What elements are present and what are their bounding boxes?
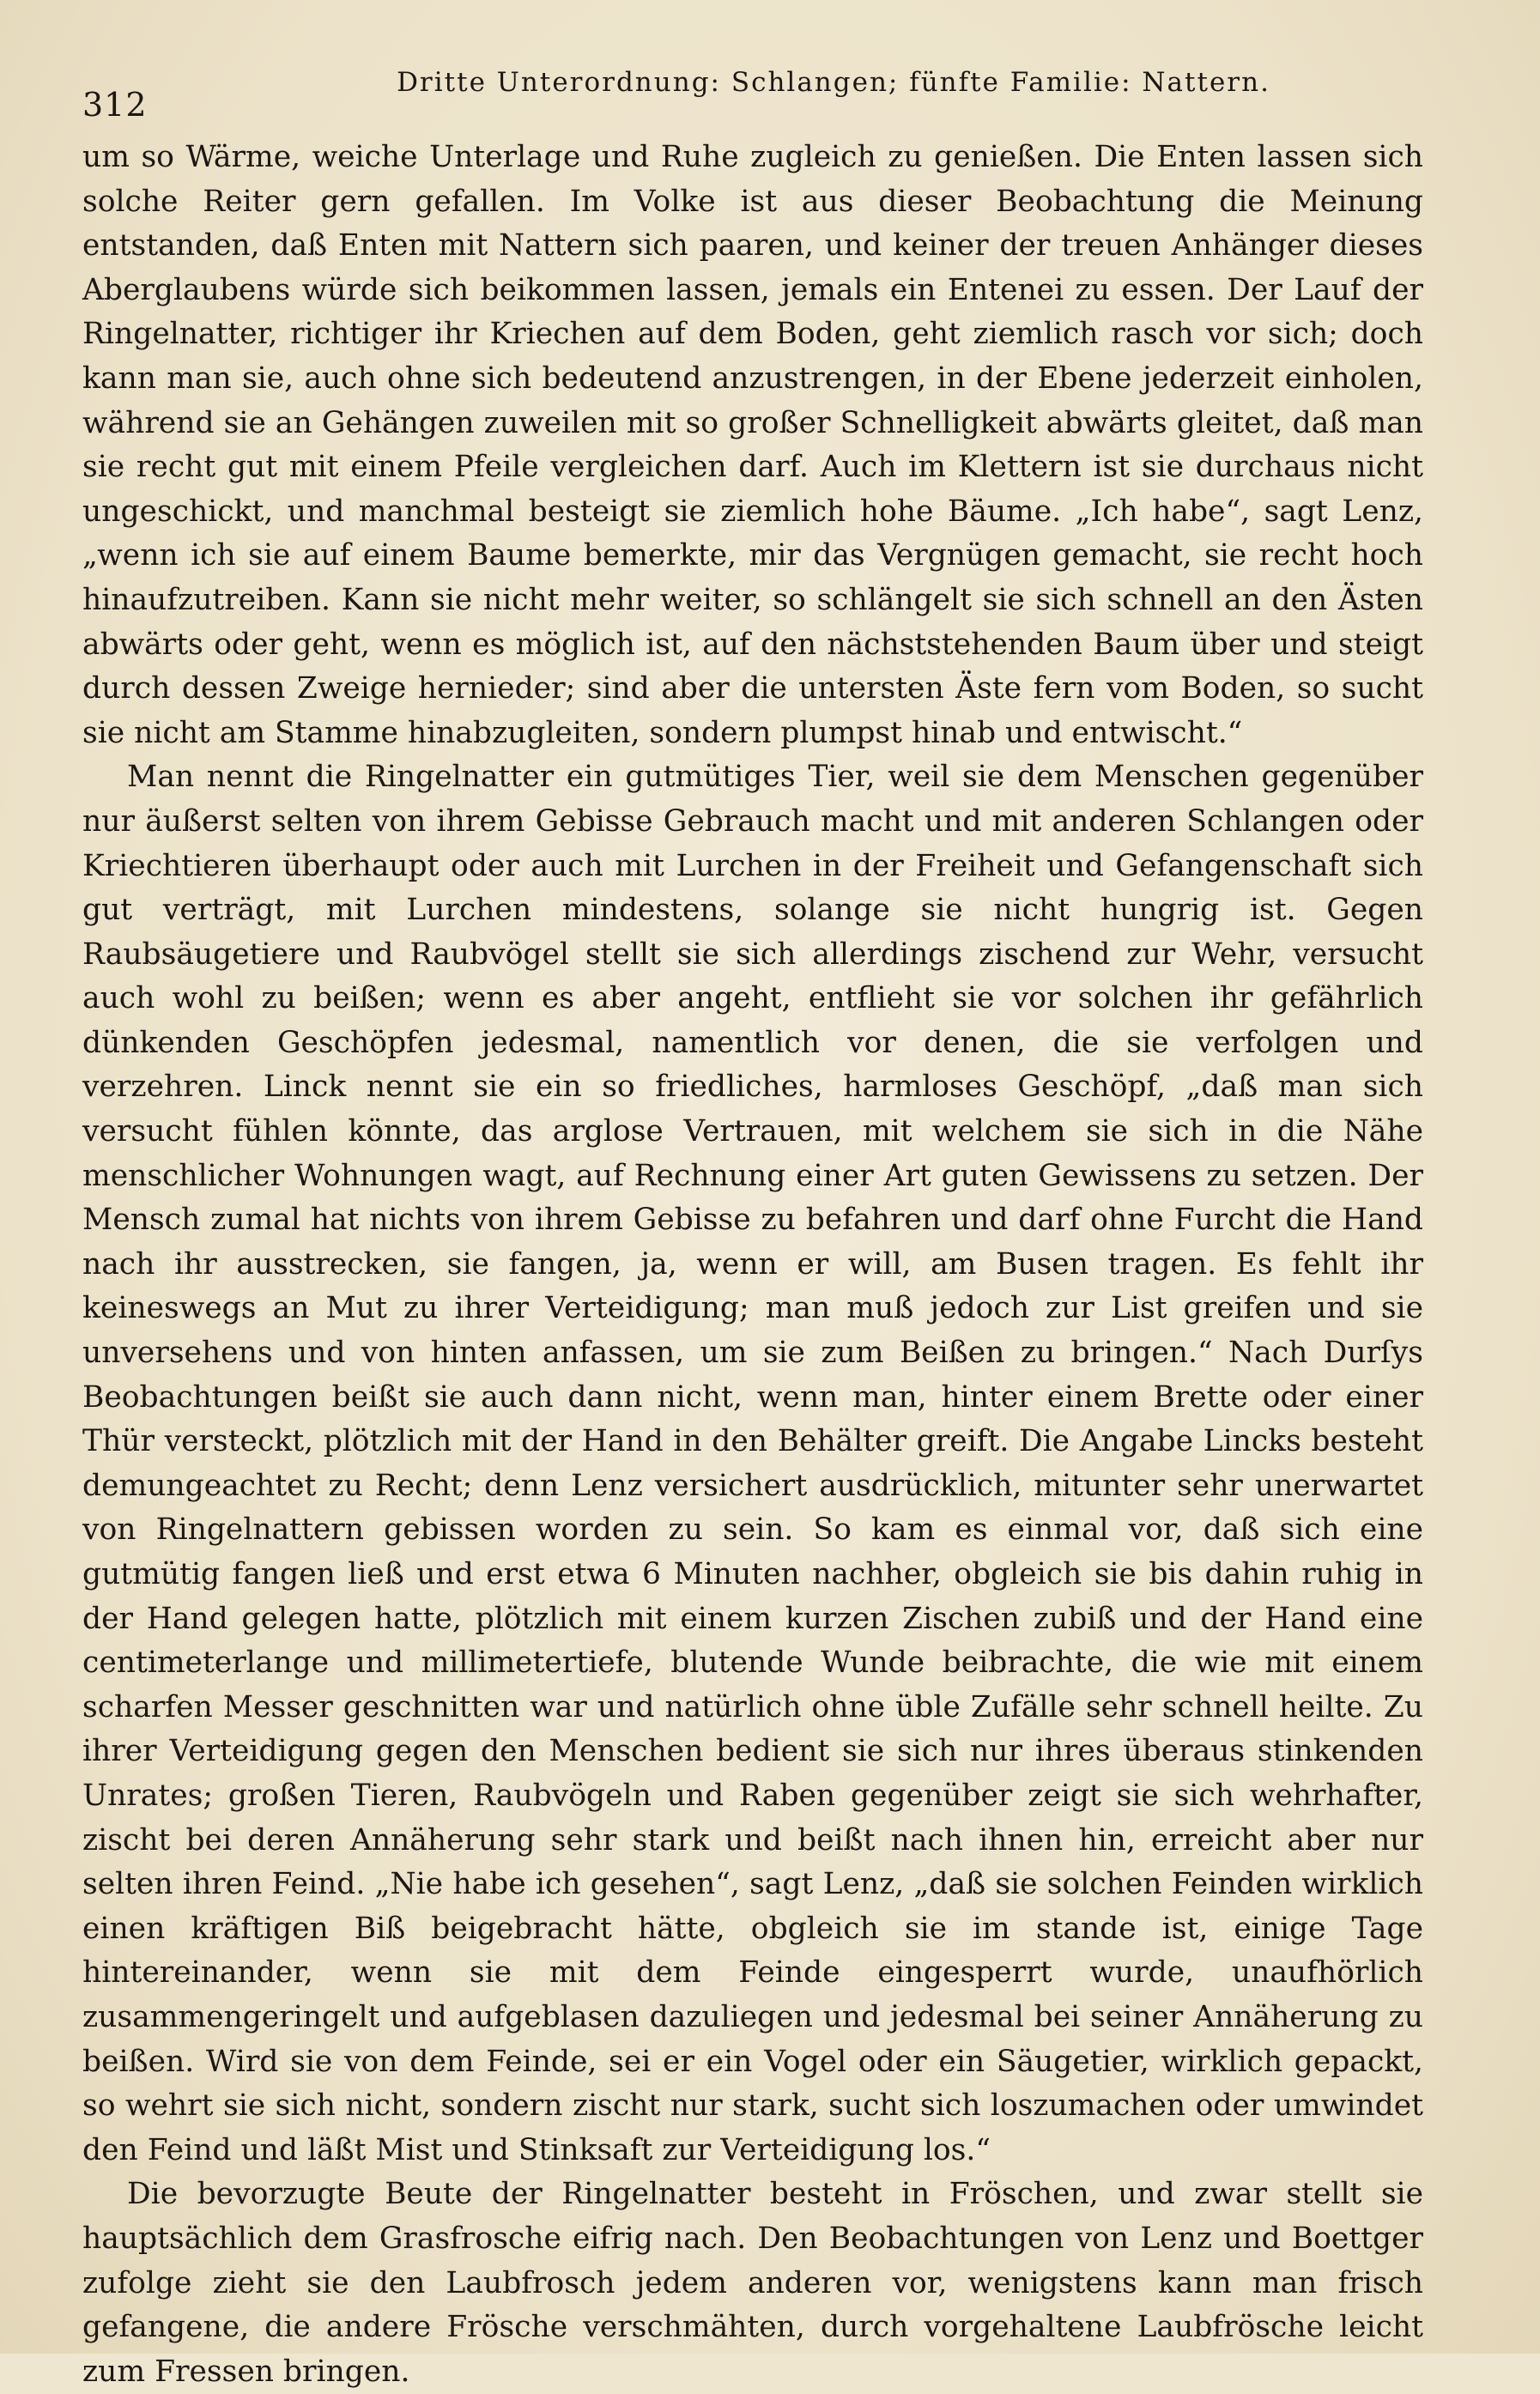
body-text — [82, 136, 1423, 2394]
page-number: 312 — [82, 86, 148, 124]
paragraph: Die bevorzugte Beute der Ringelnatter besteht in Fröschen, und zwar stellt sie hauptsächlich dem Grasfrosche eifrig nach. Den Beobachtungen von Lenz und Boettger zufolge zieht sie den Laubfrosch jedem anderen vor, wenigstens kann man frisch gefangene, die andere Frösche verschmähten, durch vorgehaltene Laubfrösche leicht zum Fressen bringen. — [82, 2177, 1423, 2389]
page-header — [82, 67, 1447, 124]
paragraph: um so Wärme, weiche Unterlage und Ruhe zugleich zu genießen. Die Enten lassen sich solche Reiter gern gefallen. Im Volke ist aus dieser Beobachtung die Meinung entstanden, daß Enten mit Nattern sich paaren, und keiner der treuen Anhänger dieses Aberglaubens würde sich beikommen lassen, jemals ein Entenei zu essen. Der Lauf der Ringelnatter, richtiger ihr Kriechen auf dem Boden, geht ziemlich rasch vor sich; doch kann man sie, auch ohne sich bedeutend anzustrengen, in der Ebene jederzeit einholen, während sie an Gehängen zuweilen mit so großer Schnelligkeit abwärts gleitet, daß man sie recht gut mit einem Pfeile vergleichen darf. Auch im Klettern ist sie durchaus nicht ungeschickt, und manchmal besteigt sie ziemlich hohe Bäume. „Ich habe“, sagt Lenz, „wenn ich sie auf einem Baume bemerkte, mir das Vergnügen gemacht, sie recht hoch hinaufzutreiben. Kann sie nicht mehr weiter, so schlängelt sie sich schnell an den Ästen abwärts oder geht, wenn es möglich ist, auf den nächststehenden Baum über und steigt durch dessen Zweige hernieder; sind aber die untersten Äste fern vom Boden, so sucht sie nicht am Stamme hinabzugleiten, sondern plumpst hinab und entwischt.“ — [82, 140, 1423, 750]
paragraph: Man nennt die Ringelnatter ein gutmütiges Tier, weil sie dem Menschen gegenüber nur äußerst selten von ihrem Gebisse Gebrauch macht und mit anderen Schlangen oder Kriechtieren überhaupt oder auch mit Lurchen in der Freiheit und Gefangenschaft sich gut verträgt, mit Lurchen mindestens, solange sie nicht hungrig ist. Gegen Raubsäugetiere und Raubvögel stellt sie sich allerdings zischend zur Wehr, versucht auch wohl zu beißen; wenn es aber angeht, entflieht sie vor solchen ihr gefährlich dünkenden Geschöpfen jedesmal, namentlich vor denen, die sie verfolgen und verzehren. Linck nennt sie ein so friedliches, harmloses Geschöpf, „daß man sich versucht fühlen könnte, das arglose Vertrauen, mit welchem sie sich in die Nähe menschlicher Wohnungen wagt, auf Rechnung einer Art guten Gewissens zu setzen. Der Mensch zumal hat nichts von ihrem Gebisse zu befahren und darf ohne Furcht die Hand nach ihr ausstrecken, sie fangen, ja, wenn er will, am Busen tragen. Es fehlt ihr keineswegs an Mut zu ihrer Verteidigung; man muß jedoch zur List greifen und sie unversehens und von hinten anfassen, um sie zum Beißen zu bringen.“ Nach Durſys Beobachtungen beißt sie auch dann nicht, wenn man, hinter einem Brette oder einer Thür versteckt, plötzlich mit der Hand in den Behälter greift. Die Angabe Lincks besteht demungeachtet zu Recht; denn Lenz versichert ausdrücklich, mitunter sehr unerwartet von Ringelnattern gebissen worden zu sein. So kam es einmal vor, daß sich eine gutmütig fangen ließ und erst etwa 6 Minuten nachher, obgleich sie bis dahin ruhig in der Hand gelegen hatte, plötzlich mit einem kurzen Zischen zubiß und der Hand eine centimeterlange und millimetertiefe, blutende Wunde beibrachte, die wie mit einem scharfen Messer geschnitten war und natürlich ohne üble Zufälle sehr schnell heilte. Zu ihrer Verteidigung gegen den Menschen bedient sie sich nur ihres überaus stinkenden Unrates; großen Tieren, Raubvögeln und Raben gegenüber zeigt sie sich wehrhafter, zischt bei deren Annäherung sehr stark und beißt nach ihnen hin, erreicht aber nur selten ihren Feind. „Nie habe ich gesehen“, sagt Lenz, „daß sie solchen Feinden wirklich einen kräftigen Biß beigebracht hätte, obgleich sie im stande ist, einige Tage hintereinander, wenn sie mit dem Feinde eingesperrt wurde, unaufhörlich zusammengeringelt und aufgeblasen dazuliegen und jedesmal bei seiner Annäherung zu beißen. Wird sie von dem Feinde, sei er ein Vogel oder ein Säugetier, wirklich gepackt, so wehrt sie sich nicht, sondern zischt nur stark, sucht sich loszumachen oder umwindet den Feind und läßt Mist und Stinksaft zur Verteidigung los.“ — [82, 760, 1423, 2167]
running-head: Dritte Unterordnung: Schlangen; fünfte Familie: Nattern. — [397, 67, 1270, 98]
